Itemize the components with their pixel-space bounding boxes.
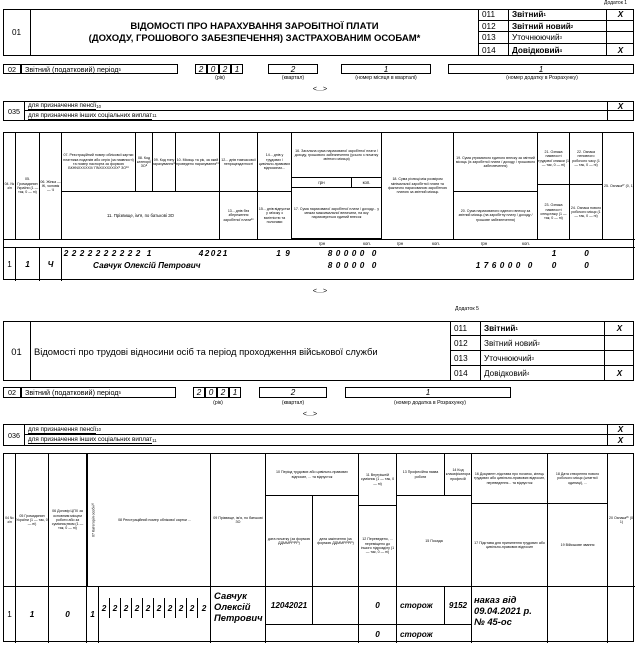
period-label: Звітний (податковий) період 5 xyxy=(21,387,176,398)
type-mark[interactable]: X xyxy=(604,321,634,336)
page-title: Відомості про трудові відносини осіб та період проходження військової служби xyxy=(34,345,378,357)
pension-mark[interactable]: X xyxy=(608,424,634,435)
period-month[interactable]: 1 xyxy=(341,64,431,74)
end-date[interactable] xyxy=(313,586,359,643)
pension-code: 036 xyxy=(3,424,25,446)
pension-code: 035 xyxy=(3,101,25,121)
pension-mark[interactable]: X xyxy=(608,435,634,446)
person-name[interactable]: Савчук Олексій Петрович xyxy=(211,586,266,643)
start-date[interactable]: 12042021 xyxy=(266,586,313,624)
form-code: 01 xyxy=(3,321,31,381)
period-label: Звітний (податковий) період 5 xyxy=(21,64,178,74)
ellipsis: <...> xyxy=(312,84,328,93)
type-mark[interactable] xyxy=(604,351,634,366)
ellipsis: <...> xyxy=(312,286,328,295)
page-title: ВІДОМОСТІ ПРО НАРАХУВАННЯ ЗАРОБІТНОЇ ПЛАТИ (ДОХОДУ, ГРОШОВОГО ЗАБЕЗПЕЧЕННЯ) ЗАСТРАХОВАНИМ ОСОБАМ* xyxy=(88,20,421,44)
person-name[interactable]: Савчук Олексій Петрович xyxy=(93,261,201,270)
basis-document[interactable]: наказ від 09.04.2021 р. № 45-ос xyxy=(472,586,548,643)
accrual-table: 04. № з/п 05. Громадянин України (1 — так, 0 — ні) 06. Жінка — Ж, чоловік — Ч 07. Реєстраційний номер облікової картки платника податків або серія (за наявності) та номер паспорта за формою БКНNXXXXXX/ ПNXXXXXXXX⁶ ЗО¹⁸ 08. Код категорії ЗО⁸ 09. Код типу нарахування¹⁸ 10. Місяць та рік, за який проведено нарахування¹⁹ 11. Прізвище, ім'я, по батькові ЗО 12... днів тимчасової непрацездатності 13... днів без збереження заробітної плати²⁰ 14... днів у трудових / цивільно-правових відносинах... 15... днів відпустки у зв'язку з вагітністю та пологами 16. Загальна сума нарахованої заробітної плати / доходу, грошового забезпечення (усього з початку звітного місяця) грн коп. 17. Сума нарахованої заробітної плати / доходу... у межах максимальної величини, на яку нараховується єдиний внесок 18. Сума різниці між розміром мінімальної заробітної плати та фактично нарахованою заробітною платою за звітний місяць 19. Сума утриманого єдиного внеску за звітний місяць (із заробітної плати / доходу / грошового забезпечення) 20. Сума нарахованого єдиного внеску за звітний місяць (на заробітну плату / доходу / грошове забезпечення) 21. Ознака наявності трудової книжки (1 — так, 0 — ні) 23. Ознака наявності спецстажу (1 — так, 0 — ні) 22. Ознака неповного робочого часу (1 — так, 0 — ні) 24. Ознака нового робочого місця (1 — так, 0 — ні) 25. Ознака²⁷ (0, 1) грн коп. грн коп. грн коп. 1 1 Ч 2 2 2 2 2 2 2 2 2 2 1 4 2 0 2 1 1 9 8 0 0 0 0 0 8 0 0 0 0 0 1 7 6 0 0 0 0 Савчук Олексій Петрович 1 0 0 0 xyxy=(3,132,634,280)
period-quarter[interactable]: 2 xyxy=(259,387,327,398)
pension-mark[interactable] xyxy=(608,111,634,121)
employment-table: 04 № з/п 05 Громадянин України (1 — так, 0 — ні) 06 Договір ЦПХ за основним місцем роботи або за сумісництвом (1 — так, 0 — ні) 07 Категорія особи¹⁶ 08 Реєстраційний номер облікової картки ... 09 Прізвище, ім'я, по батькові ЗО 10 Період трудових або цивільно-правових відносин, ... та відпусток дата початку (за формою ДДММРРРР) дата закінчення (за формою ДДММРРРР) 11 Внутрішній сумісник (1 — так, 0 — ні) 12 Переведено, ... переміщено до іншого підрозділу (1 — так, 0 — ні) 13 Професійна назва роботи 14 Код класифікатора професій 15 Посада 16 Документ-підстава про початок, кінець трудових або цивільно-правових відносин, переведення... та відпусток 17 Підстава для припинення трудових або цивільно-правових відносин 18 Дата створення нового робочого місця (штатної одиниці), ... 19 Військове звання 20 Ознака²⁶ (0, 1) 1 1 0 1 2 2 2 2 2 2 2 2 2 2 Савчук Олексій Петрович 12042021 0 0 сторож 9152 сторож наказ від 09.04.2021 р. № 45-ос xyxy=(3,453,634,642)
ellipsis: <...> xyxy=(302,409,318,418)
report-type-grid: 011 Звітний 1 X 012 Звітний новий 2 013 Уточнюючий 3 014 Довідковий 4 X xyxy=(450,321,634,381)
period-code: 02 xyxy=(3,64,21,74)
type-mark[interactable]: X xyxy=(604,366,634,381)
pension-mark[interactable]: X xyxy=(608,101,634,111)
type-reporting: Звітний 1 xyxy=(508,9,606,21)
type-mark[interactable] xyxy=(606,21,634,32)
appendix-label: Додаток 1 xyxy=(604,0,628,6)
type-mark[interactable] xyxy=(604,336,634,351)
period-annex[interactable]: 1 xyxy=(345,387,511,398)
type-mark[interactable]: X xyxy=(606,44,634,56)
type-mark[interactable]: X xyxy=(606,9,634,21)
form-code: 01 xyxy=(3,9,31,56)
period-annex[interactable]: 1 xyxy=(448,64,634,74)
appendix-label: Додаток 5 xyxy=(455,306,479,312)
period-quarter[interactable]: 2 xyxy=(268,64,318,74)
period-code: 02 xyxy=(3,387,21,398)
report-type-grid: 011 Звітний 1 X 012 Звітний новий 2 013 Уточнюючий 3 014 Довідковий 4 X xyxy=(478,9,634,56)
type-mark[interactable] xyxy=(606,32,634,44)
tin-field[interactable]: 2 2 2 2 2 2 2 2 2 2 xyxy=(99,586,211,643)
